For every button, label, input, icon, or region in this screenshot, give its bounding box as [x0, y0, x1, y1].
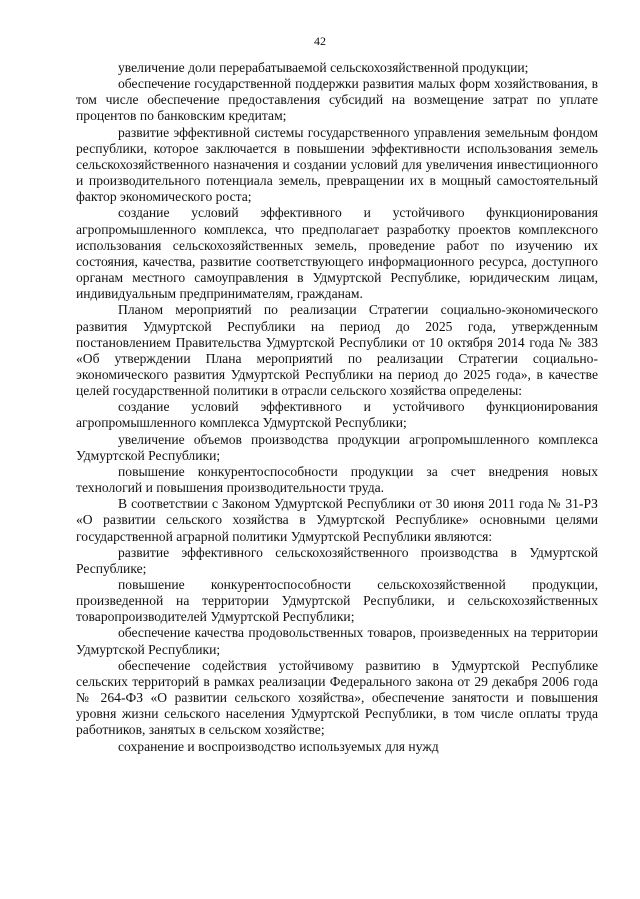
paragraph: Планом мероприятий по реализации Стратегии социально-экономического развития Удмуртской Республики на период до 2025 года, утвержденным постановлением Правительства Удмуртской Республики от 10 октября 2014 года № 383 «Об утверждении Плана мероприятий по реализации Стратегии социально-экономического развития Удмуртской Республики на период до 2025 года», в качестве целей государственной политики в отрасли сельского хозяйства определены: — [76, 302, 598, 399]
paragraph: обеспечение государственной поддержки развития малых форм хозяйствования, в том числе обеспечение предоставления субсидий на возмещение затрат по уплате процентов по банковским кредитам; — [76, 76, 598, 124]
paragraph: повышение конкурентоспособности сельскохозяйственной продукции, произведенной на территории Удмуртской Республики, и сельскохозяйственных товаропроизводителей Удмуртской Республики; — [76, 577, 598, 625]
paragraph: создание условий эффективного и устойчивого функционирования агропромышленного комплекса Удмуртской Республики; — [76, 399, 598, 431]
page-number: 42 — [314, 34, 326, 48]
paragraph: увеличение объемов производства продукции агропромышленного комплекса Удмуртской Республики; — [76, 431, 598, 463]
paragraph: сохранение и воспроизводство используемых для нужд — [118, 738, 439, 754]
paragraph: повышение конкурентоспособности продукции за счет внедрения новых технологий и повышения производительности труда. — [76, 463, 598, 496]
document-body — [76, 60, 598, 755]
paragraph: развитие эффективного сельскохозяйственного производства в Удмуртской Республике; — [76, 544, 598, 576]
paragraph: развитие эффективной системы государственного управления земельным фондом республики, которое заключается в повышении эффективности использования земель сельскохозяйственного назначения и создании условий для увеличения инвестиционного и производительного потенциала земель, превращении их в мощный самостоятельный фактор экономического роста; — [76, 124, 598, 205]
paragraph: обеспечение содействия устойчивому развитию в Удмуртской Республике сельских территорий в рамках реализации Федерального закона от 29 декабря 2006 года № 264-ФЗ «О развитии сельского хозяйства», обеспечение занятости и повышения уровня жизни сельского населения Удмуртской Республики, в том числе оплаты труда работников, занятых в сельском хозяйстве; — [76, 657, 598, 738]
paragraph: увеличение доли перерабатываемой сельскохозяйственной продукции; — [118, 60, 529, 75]
paragraph: обеспечение качества продовольственных товаров, произведенных на территории Удмуртской Республики; — [76, 625, 598, 657]
paragraph: В соответствии с Законом Удмуртской Республики от 30 июня 2011 года № 31-РЗ «О развитии сельского хозяйства в Удмуртской Республике» основными целями государственной аграрной политики Удмуртской Республики являются: — [76, 496, 598, 544]
paragraph: создание условий эффективного и устойчивого функционирования агропромышленного комплекса, что предполагает разработку проектов комплексного использования сельскохозяйственных земель, проведение работ по изучению их состояния, качества, развитие соответствующего информационного ресурса, доступного органам местного самоуправления в Удмуртской Республике, юридическим лицам, индивидуальным предпринимателям, гражданам. — [76, 205, 598, 302]
